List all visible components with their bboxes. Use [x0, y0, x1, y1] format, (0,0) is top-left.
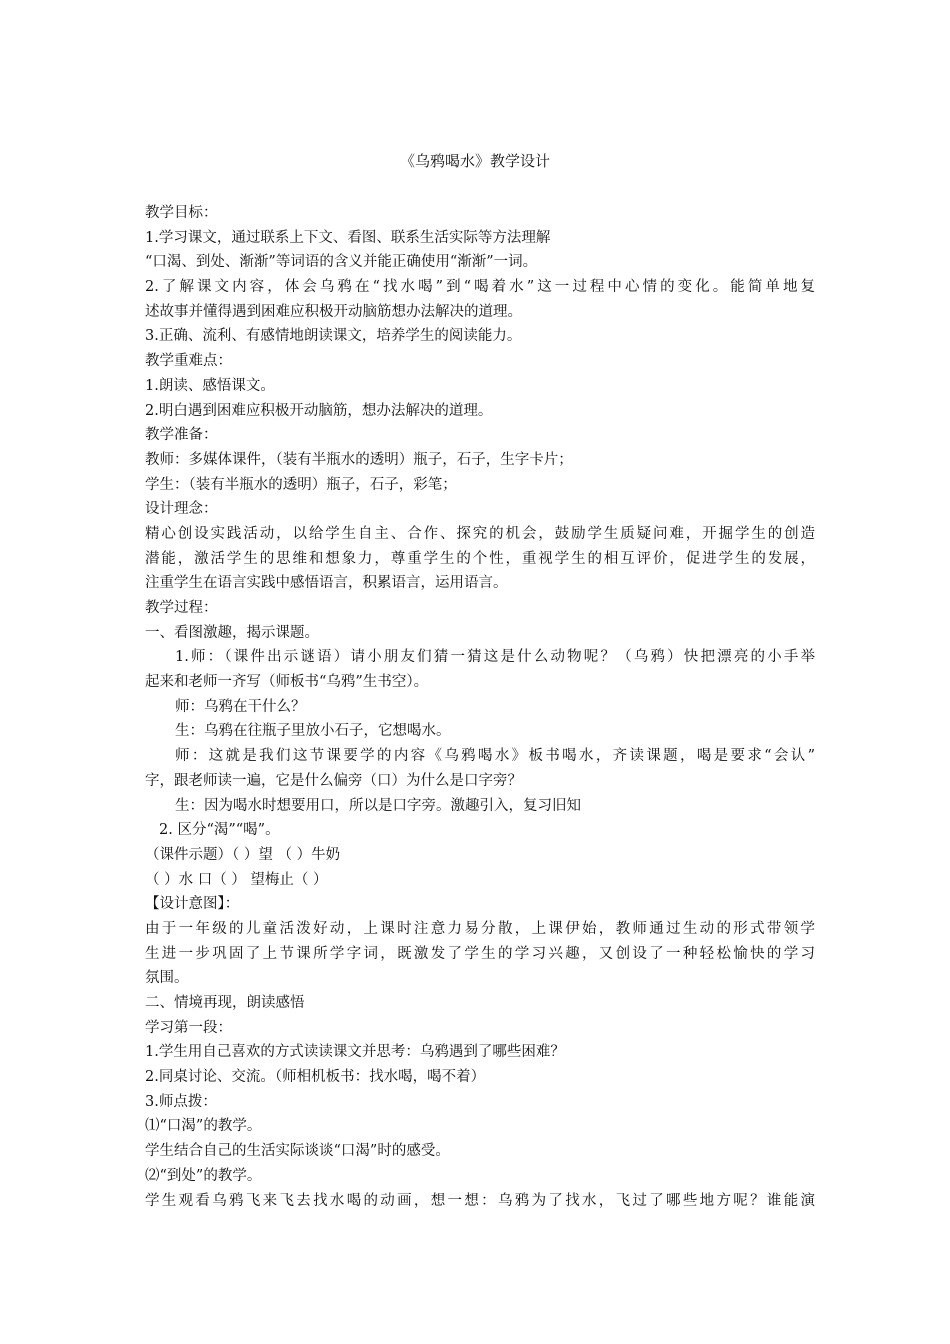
text-line: 字，跟老师读一遍，它是什么偏旁（口）为什么是口字旁？: [145, 772, 522, 789]
text-line: 学生结合自己的生活实际谈谈“口渴”时的感受。: [145, 1143, 450, 1160]
text-line: 设计理念：: [145, 501, 218, 518]
text-line: 精心创设实践活动，以给学生自主、合作、探究的机会，鼓励学生质疑问难，开掘学生的创造: [145, 525, 815, 542]
text-line: ⑴“口渴”的教学。: [145, 1118, 262, 1135]
text-line: 学习第一段：: [145, 1019, 232, 1036]
text-line: 1.师：（课件出示谜语）请小朋友们猜一猜这是什么动物呢？（乌鸦）快把漂亮的小手举: [175, 649, 815, 666]
text-line: 教学过程：: [145, 600, 218, 616]
text-line: 学生：（装有半瓶水的透明）瓶子，石子，彩笔；: [145, 476, 457, 493]
text-line: 起来和老师一齐写（师板书“乌鸦”生书空）。: [145, 674, 429, 691]
text-line: 1.朗读、感悟课文。: [145, 377, 275, 394]
text-line: （ ）水 口（ ） 望梅止（ ）: [145, 871, 328, 888]
text-line: 【设计意图】：: [145, 896, 240, 913]
text-line: 生进一步巩固了上节课所学字词，既激发了学生的学习兴趣，又创设了一种轻松愉快的学习: [145, 945, 815, 962]
text-line: 由于一年级的儿童活泼好动，上课时注意力易分散，上课伊始，教师通过生动的形式带领学: [145, 920, 815, 937]
text-line: 2.了解课文内容，体会乌鸦在“找水喝”到“喝着水”这一过程中心情的变化。能简单地复: [145, 279, 815, 296]
text-line: 一、看图激趣，揭示课题。: [145, 624, 319, 641]
text-line: 2.明白遇到困难应积极开动脑筋，想办法解决的道理。: [145, 402, 493, 419]
text-line: 3.师点拨：: [145, 1093, 217, 1110]
text-line: 1.学生用自己喜欢的方式读读课文并思考：乌鸦遇到了哪些困难？: [145, 1044, 565, 1061]
text-line: （课件示题）（ ）望 （ ）牛奶: [145, 846, 341, 863]
text-line: 注重学生在语言实践中感悟语言，积累语言，运用语言。: [145, 575, 508, 592]
document-body: [145, 201, 815, 1213]
text-line: 教学重难点：: [145, 353, 232, 370]
text-line: 2.同桌讨论、交流。（师相机板书：找水喝，喝不着）: [145, 1069, 486, 1086]
text-line: 生：乌鸦在往瓶子里放小石子，它想喝水。: [175, 723, 451, 740]
text-line: 生：因为喝水时想要用口，所以是口字旁。激趣引入，复习旧知: [175, 797, 581, 814]
text-line: 2. 区分“渴”“喝”。: [159, 822, 280, 839]
text-line: 教师：多媒体课件，（装有半瓶水的透明）瓶子，石子，生字卡片；: [145, 451, 573, 468]
text-line: 述故事并懂得遇到困难应积极开动脑筋想办法解决的道理。: [145, 303, 522, 320]
text-line: 教学目标：: [145, 205, 218, 221]
document-title: 《乌鸦喝水》教学设计: [399, 152, 550, 170]
text-line: 学生观看乌鸦飞来飞去找水喝的动画，想一想：乌鸦为了找水，飞过了哪些地方呢？谁能演: [145, 1192, 815, 1209]
text-line: 潜能，激活学生的思维和想象力，尊重学生的个性，重视学生的相互评价，促进学生的发展，: [145, 550, 815, 567]
text-line: 二、情境再现，朗读感悟: [145, 995, 305, 1011]
text-line: 教学准备：: [145, 427, 218, 444]
text-line: ⑵“到处”的教学。: [145, 1167, 262, 1184]
text-line: 1.学习课文，通过联系上下文、看图、联系生活实际等方法理解: [145, 229, 551, 246]
text-line: 师：这就是我们这节课要学的内容《乌鸦喝水》板书喝水，齐读课题，喝是要求“会认”: [175, 748, 815, 765]
text-line: 师：乌鸦在干什么？: [175, 698, 306, 715]
text-line: 氛围。: [145, 970, 189, 987]
text-line: “口渴、到处、渐渐”等词语的含义并能正确使用“渐渐”一词。: [145, 254, 538, 271]
text-line: 3.正确、流利、有感情地朗读课文，培养学生的阅读能力。: [145, 328, 522, 345]
